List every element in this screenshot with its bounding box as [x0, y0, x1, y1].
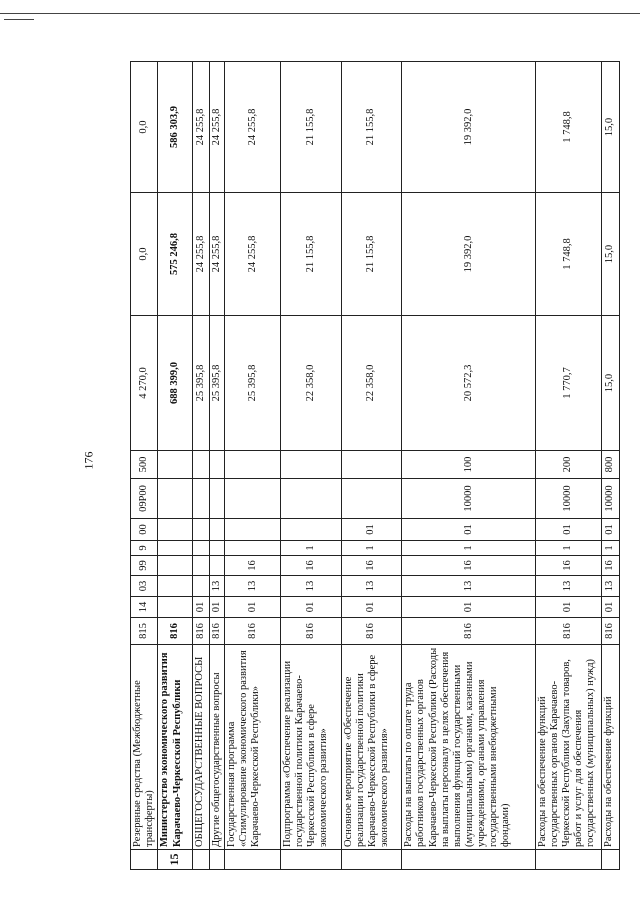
cell-s1: 15,0: [601, 316, 619, 451]
cell-c1: 16: [225, 556, 281, 576]
cell-ved: 816: [402, 618, 536, 645]
cell-rz: 01: [402, 597, 536, 618]
cell-ved: 815: [131, 618, 158, 645]
cell-c4: 10000: [601, 479, 619, 519]
cell-name: Другие общегосударственные вопросы: [210, 645, 225, 850]
cell-s2: 24 255,8: [192, 193, 209, 316]
cell-s3: 24 255,8: [192, 62, 209, 193]
cell-c3: [225, 519, 281, 541]
cell-c3: [210, 519, 225, 541]
cell-s2: 19 392,0: [402, 193, 536, 316]
cell-c1: [210, 556, 225, 576]
table-row: [192, 62, 209, 870]
table-row: [402, 62, 536, 870]
cell-vr: 500: [131, 451, 158, 479]
cell-pr: [192, 576, 209, 597]
cell-pr: 13: [210, 576, 225, 597]
cell-name: Расходы на обеспечение функций государственных органов Карачаево-Черкесской Республики (Закупка товаров, работ и услуг для обеспечения государственных (муниципальных) нужд): [535, 645, 601, 850]
cell-c2: 1: [280, 541, 341, 556]
cell-pr: 03: [131, 576, 158, 597]
budget-table: [130, 61, 620, 870]
cell-num: [210, 850, 225, 870]
cell-num: [225, 850, 281, 870]
cell-name: Подпрограмма «Обеспечение реализации государственной политики Карачаево-Черкесской Республики в сфере экономического развития»: [280, 645, 341, 850]
cell-num: [601, 850, 619, 870]
cell-pr: [158, 576, 192, 597]
top-tick: [4, 19, 34, 20]
table-row: [341, 62, 402, 870]
cell-s3: 24 255,8: [225, 62, 281, 193]
cell-s1: 22 358,0: [280, 316, 341, 451]
cell-c4: [225, 479, 281, 519]
cell-rz: [158, 597, 192, 618]
cell-name: Государственная программа «Стимулирование экономического развития Карачаево-Черкесской Республики»: [225, 645, 281, 850]
table-row: [601, 62, 619, 870]
cell-ved: 816: [280, 618, 341, 645]
cell-s1: 20 572,3: [402, 316, 536, 451]
page-number: 176: [81, 451, 96, 470]
cell-s2: 21 155,8: [341, 193, 402, 316]
cell-vr: [158, 451, 192, 479]
cell-num: [402, 850, 536, 870]
cell-rz: 01: [280, 597, 341, 618]
cell-rz: 01: [535, 597, 601, 618]
cell-s3: 19 392,0: [402, 62, 536, 193]
cell-s2: 15,0: [601, 193, 619, 316]
cell-s1: 1 770,7: [535, 316, 601, 451]
cell-s3: 1 748,8: [535, 62, 601, 193]
table-row: [131, 62, 158, 870]
cell-vr: 200: [535, 451, 601, 479]
cell-c2: [210, 541, 225, 556]
cell-c1: [192, 556, 209, 576]
top-rule: [0, 13, 640, 14]
cell-c4: [280, 479, 341, 519]
cell-ved: 816: [210, 618, 225, 645]
cell-c2: 9: [131, 541, 158, 556]
cell-name: Министерство экономического развития Карачаево-Черкесской Республики: [158, 645, 192, 850]
cell-c2: 1: [535, 541, 601, 556]
cell-name: Резервные средства (Межбюджетные трансферты): [131, 645, 158, 850]
cell-c2: 1: [601, 541, 619, 556]
cell-s2: 24 255,8: [210, 193, 225, 316]
cell-c1: 16: [341, 556, 402, 576]
cell-vr: [225, 451, 281, 479]
cell-s2: 1 748,8: [535, 193, 601, 316]
cell-c2: [225, 541, 281, 556]
cell-vr: 800: [601, 451, 619, 479]
cell-num: [131, 850, 158, 870]
cell-s2: 0,0: [131, 193, 158, 316]
cell-num: [535, 850, 601, 870]
cell-vr: [280, 451, 341, 479]
cell-c1: 16: [535, 556, 601, 576]
cell-pr: 13: [280, 576, 341, 597]
cell-c2: 1: [402, 541, 536, 556]
cell-s1: 22 358,0: [341, 316, 402, 451]
table-row: [225, 62, 281, 870]
cell-s3: 0,0: [131, 62, 158, 193]
cell-s2: 24 255,8: [225, 193, 281, 316]
cell-s1: 688 399,0: [158, 316, 192, 451]
cell-s1: 4 270,0: [131, 316, 158, 451]
cell-c1: 99: [131, 556, 158, 576]
cell-c3: 01: [341, 519, 402, 541]
cell-c4: 09Р00: [131, 479, 158, 519]
cell-num: 15: [158, 850, 192, 870]
cell-name: Расходы на обеспечение функций: [601, 645, 619, 850]
cell-c1: 16: [601, 556, 619, 576]
cell-c2: [192, 541, 209, 556]
cell-s3: 586 303,9: [158, 62, 192, 193]
cell-ved: 816: [341, 618, 402, 645]
cell-vr: 100: [402, 451, 536, 479]
cell-c4: [341, 479, 402, 519]
cell-name: Основное мероприятие «Обеспечение реализации государственной политики Карачаево-Черкесской Республики в сфере экономического развития»: [341, 645, 402, 850]
cell-ved: 816: [225, 618, 281, 645]
cell-c1: 16: [402, 556, 536, 576]
cell-vr: [341, 451, 402, 479]
cell-c3: [158, 519, 192, 541]
cell-s1: 25 395,8: [192, 316, 209, 451]
cell-c4: [158, 479, 192, 519]
cell-c3: 01: [601, 519, 619, 541]
cell-vr: [210, 451, 225, 479]
cell-num: [341, 850, 402, 870]
cell-rz: 01: [601, 597, 619, 618]
cell-name: ОБЩЕГОСУДАРСТВЕННЫЕ ВОПРОСЫ: [192, 645, 209, 850]
cell-pr: 13: [535, 576, 601, 597]
cell-vr: [192, 451, 209, 479]
cell-s3: 15,0: [601, 62, 619, 193]
cell-s1: 25 395,8: [210, 316, 225, 451]
cell-c1: [158, 556, 192, 576]
table-row: [535, 62, 601, 870]
cell-c2: [158, 541, 192, 556]
cell-rz: 01: [341, 597, 402, 618]
cell-c3: 00: [131, 519, 158, 541]
cell-c4: 10000: [402, 479, 536, 519]
cell-s3: 21 155,8: [341, 62, 402, 193]
cell-c1: 16: [280, 556, 341, 576]
cell-c3: [192, 519, 209, 541]
cell-num: [280, 850, 341, 870]
cell-c4: [192, 479, 209, 519]
cell-s2: 21 155,8: [280, 193, 341, 316]
cell-pr: 13: [402, 576, 536, 597]
table-row: [158, 62, 192, 870]
cell-num: [192, 850, 209, 870]
cell-c3: 01: [402, 519, 536, 541]
cell-ved: 816: [192, 618, 209, 645]
cell-ved: 816: [158, 618, 192, 645]
cell-c4: [210, 479, 225, 519]
cell-c2: 1: [341, 541, 402, 556]
cell-pr: 13: [225, 576, 281, 597]
table-row: [210, 62, 225, 870]
cell-pr: 13: [341, 576, 402, 597]
cell-name: Расходы на выплаты по оплате труда работников государственных органов Карачаево-Черкесской Республики (Расходы на выплаты персоналу в целях обеспечения выполнения функций государственными (муниципальными) органами, казенными учреждениями, органами управления государственными внебюджетными фондами): [402, 645, 536, 850]
budget-table-rotated: [130, 62, 620, 870]
cell-c4: 10000: [535, 479, 601, 519]
table-row: [280, 62, 341, 870]
cell-s2: 575 246,8: [158, 193, 192, 316]
cell-s3: 24 255,8: [210, 62, 225, 193]
cell-rz: 01: [192, 597, 209, 618]
cell-s3: 21 155,8: [280, 62, 341, 193]
cell-s1: 25 395,8: [225, 316, 281, 451]
cell-c3: 01: [535, 519, 601, 541]
cell-rz: 14: [131, 597, 158, 618]
cell-pr: 13: [601, 576, 619, 597]
cell-ved: 816: [601, 618, 619, 645]
cell-rz: 01: [225, 597, 281, 618]
cell-ved: 816: [535, 618, 601, 645]
cell-c3: [280, 519, 341, 541]
cell-rz: 01: [210, 597, 225, 618]
